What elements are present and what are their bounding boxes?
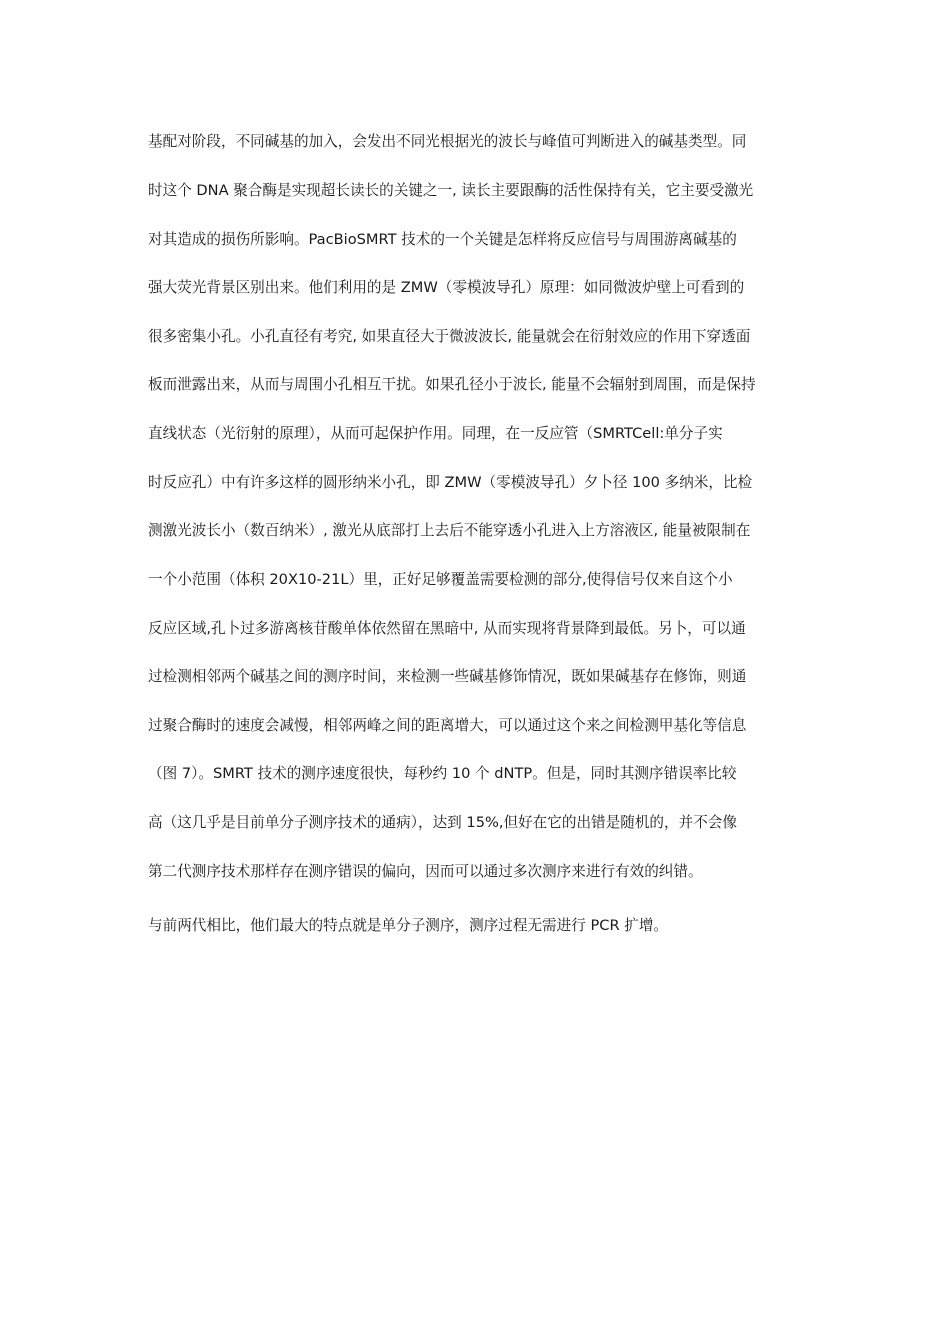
body-text-line: 第二代测序技术那样存在测序错误的偏向，因而可以通过多次测序来进行有效的纠错。 — [148, 863, 703, 880]
body-text-line: 基配对阶段，不同碱基的加入，会发出不同光根据光的波长与峰值可判断进入的碱基类型。同 — [148, 133, 747, 150]
body-text-line: 直线状态（光衍射的原理），从而可起保护作用。同理，在一反应管（SMRTCell:单分子实 — [148, 425, 723, 442]
closing-paragraph: 与前两代相比，他们最大的特点就是单分子测序，测序过程无需进行 PCR 扩增。 — [148, 917, 669, 934]
body-text-line: 测激光波长小（数百纳米）, 激光从底部打上去后不能穿透小孔进入上方溶液区, 能量被限制在 — [148, 522, 751, 539]
body-text-line: 时这个 DNA 聚合酶是实现超长读长的关键之一, 读长主要跟酶的活性保持有关，它主要受激光 — [148, 182, 754, 199]
body-text-line: 时反应孔）中有许多这样的圆形纳米小孔，即 ZMW（零模波导孔）夕卜径 100 多纳米，比检 — [148, 474, 753, 491]
body-text-line: 过聚合酶时的速度会减慢，相邻两峰之间的距离增大，可以通过这个来之间检测甲基化等信息 — [148, 717, 747, 734]
body-text-line: 过检测相邻两个碱基之间的测序时间，来检测一些碱基修饰情况，既如果碱基存在修饰，则通 — [148, 668, 747, 685]
body-text-line: 对其造成的损伤所影响。PacBioSMRT 技术的一个关键是怎样将反应信号与周围游离碱基的 — [148, 231, 737, 248]
body-text-line: 反应区域,孔卜过多游离核苷酸单体依然留在黑暗中, 从而实现将背景降到最低。另卜，可以通 — [148, 620, 746, 637]
body-text-line: 强大荧光背景区别出来。他们利用的是 ZMW（零模波导孔）原理：如同微波炉壁上可看到的 — [148, 279, 745, 296]
body-text-line: （图 7）。SMRT 技术的测序速度很快，每秒约 10 个 dNTP。但是，同时其测序错误率比较 — [148, 765, 737, 782]
body-text-line: 很多密集小孔。小孔直径有考究, 如果直径大于微波波长, 能量就会在衍射效应的作用下穿透面 — [148, 328, 751, 345]
body-text-line: 板而泄露出来，从而与周围小孔相互干扰。如果孔径小于波长, 能量不会辐射到周围，而是保持 — [148, 376, 756, 393]
body-text-line: 一个小范围（体积 20X10-21L）里，正好足够覆盖需要检测的部分,使得信号仅来自这个小 — [148, 571, 733, 588]
body-text-line: 高（这几乎是目前单分子测序技术的通病），达到 15%,但好在它的出错是随机的，并不会像 — [148, 814, 737, 831]
